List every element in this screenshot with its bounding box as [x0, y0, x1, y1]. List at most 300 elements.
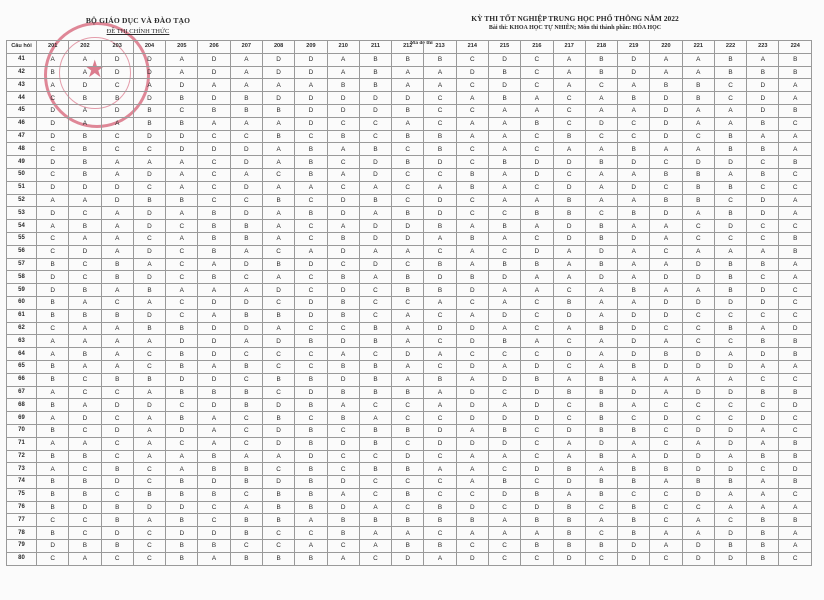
answer-cell: A [262, 207, 294, 220]
answer-cell: A [553, 245, 585, 258]
answer-cell: A [682, 514, 714, 527]
answer-cell: C [133, 348, 165, 361]
exam-code-header: 218 [585, 41, 617, 54]
answer-cell: B [133, 488, 165, 501]
answer-cell: D [133, 501, 165, 514]
answer-cell: A [101, 168, 133, 181]
answer-cell: B [166, 360, 198, 373]
answer-cell: C [779, 181, 812, 194]
answer-cell: A [779, 92, 812, 105]
answer-cell: B [198, 220, 230, 233]
answer-cell: D [714, 220, 746, 233]
answer-cell: B [747, 335, 779, 348]
answer-cell: B [262, 194, 294, 207]
answer-cell: C [521, 79, 553, 92]
answer-cell: A [327, 168, 359, 181]
answer-cell: A [424, 399, 456, 412]
answer-cell: B [37, 399, 69, 412]
answer-cell: D [456, 360, 488, 373]
answer-cell: C [521, 309, 553, 322]
answer-cell: D [37, 117, 69, 130]
answer-cell: D [230, 181, 262, 194]
question-number: 46 [7, 117, 37, 130]
answer-cell: B [424, 53, 456, 66]
answer-cell: C [359, 450, 391, 463]
answer-cell: C [295, 527, 327, 540]
answer-cell: A [327, 220, 359, 233]
answer-cell: C [69, 207, 101, 220]
answer-cell: B [714, 66, 746, 79]
answer-cell: C [650, 514, 682, 527]
answer-cell: C [521, 181, 553, 194]
answer-cell: C [133, 232, 165, 245]
answer-cell: A [747, 360, 779, 373]
answer-cell: B [682, 476, 714, 489]
answer-cell: A [198, 552, 230, 565]
answer-cell: C [747, 181, 779, 194]
answer-cell: D [714, 527, 746, 540]
answer-cell: C [521, 130, 553, 143]
table-row [7, 552, 812, 565]
answer-cell: C [682, 220, 714, 233]
answer-cell: B [295, 437, 327, 450]
question-number: 69 [7, 412, 37, 425]
answer-cell: D [262, 284, 294, 297]
answer-cell: A [521, 92, 553, 105]
answer-cell: B [327, 412, 359, 425]
answer-cell: D [37, 156, 69, 169]
answer-cell: A [779, 271, 812, 284]
answer-cell: D [488, 271, 520, 284]
answer-cell: A [166, 53, 198, 66]
answer-cell: A [714, 245, 746, 258]
answer-cell: B [585, 156, 617, 169]
answer-cell: A [166, 284, 198, 297]
answer-cell: C [69, 424, 101, 437]
exam-code-header: 216 [521, 41, 553, 54]
answer-cell: A [101, 220, 133, 233]
answer-cell: D [682, 296, 714, 309]
answer-cell: D [424, 207, 456, 220]
answer-cell: B [327, 514, 359, 527]
answer-cell: B [101, 258, 133, 271]
answer-cell: A [133, 258, 165, 271]
answer-cell: B [230, 463, 262, 476]
answer-cell: C [392, 194, 424, 207]
answer-cell: A [488, 527, 520, 540]
answer-cell: C [295, 194, 327, 207]
answer-cell: C [553, 335, 585, 348]
answer-cell: D [101, 53, 133, 66]
answer-cell: D [747, 348, 779, 361]
answer-cell: A [424, 463, 456, 476]
answer-cell: B [714, 322, 746, 335]
answer-cell: B [230, 476, 262, 489]
answer-cell: B [779, 104, 812, 117]
answer-cell: D [198, 296, 230, 309]
table-row [7, 399, 812, 412]
answer-cell: A [779, 527, 812, 540]
answer-cell: C [262, 296, 294, 309]
answer-cell: C [747, 271, 779, 284]
answer-cell: A [714, 168, 746, 181]
answer-cell: D [650, 271, 682, 284]
table-row [7, 245, 812, 258]
answer-cell: D [392, 450, 424, 463]
answer-cell: B [779, 245, 812, 258]
answer-cell: B [585, 66, 617, 79]
answer-cell: C [230, 194, 262, 207]
answer-cell: B [618, 284, 650, 297]
question-number: 54 [7, 220, 37, 233]
answer-cell: A [392, 360, 424, 373]
answer-cell: A [585, 143, 617, 156]
answer-cell: A [618, 437, 650, 450]
answer-cell: B [424, 514, 456, 527]
answer-cell: D [747, 284, 779, 297]
table-row [7, 373, 812, 386]
answer-cell: C [166, 309, 198, 322]
answer-cell: B [424, 501, 456, 514]
answer-cell: B [295, 424, 327, 437]
answer-cell: B [359, 143, 391, 156]
answer-cell: B [456, 168, 488, 181]
answer-cell: C [618, 130, 650, 143]
answer-cell: D [456, 399, 488, 412]
answer-cell: A [618, 104, 650, 117]
answer-cell: A [488, 284, 520, 297]
answer-cell: A [488, 181, 520, 194]
answer-cell: D [359, 92, 391, 105]
answer-cell: A [779, 79, 812, 92]
question-number: 71 [7, 437, 37, 450]
answer-cell: B [133, 373, 165, 386]
answer-cell: B [424, 143, 456, 156]
answer-cell: C [198, 514, 230, 527]
answer-cell: A [424, 232, 456, 245]
answer-cell: B [747, 540, 779, 553]
question-number: 78 [7, 527, 37, 540]
answer-cell: C [488, 463, 520, 476]
question-number: 56 [7, 245, 37, 258]
answer-cell: A [262, 232, 294, 245]
answer-cell: B [262, 412, 294, 425]
answer-cell: B [359, 335, 391, 348]
answer-cell: D [650, 130, 682, 143]
answer-cell: C [392, 296, 424, 309]
answer-cell: D [521, 501, 553, 514]
answer-cell: B [69, 92, 101, 105]
answer-cell: D [230, 296, 262, 309]
answer-cell: B [747, 552, 779, 565]
table-row [7, 168, 812, 181]
answer-cell: C [424, 245, 456, 258]
answer-cell: C [101, 488, 133, 501]
answer-cell: C [359, 488, 391, 501]
table-row [7, 92, 812, 105]
answer-cell: B [747, 143, 779, 156]
answer-cell: C [262, 463, 294, 476]
answer-cell: A [133, 424, 165, 437]
answer-cell: C [424, 412, 456, 425]
answer-cell: D [327, 92, 359, 105]
answer-cell: D [682, 552, 714, 565]
answer-cell: A [714, 117, 746, 130]
exam-title: KỲ THI TỐT NGHIỆP TRUNG HỌC PHỔ THÔNG NĂM 2022 [471, 14, 679, 23]
answer-cell: C [359, 309, 391, 322]
answer-cell: A [198, 309, 230, 322]
answer-cell: A [133, 437, 165, 450]
answer-cell: C [553, 412, 585, 425]
answer-cell: B [133, 322, 165, 335]
answer-cell: A [327, 488, 359, 501]
answer-cell: B [618, 463, 650, 476]
answer-cell: D [488, 412, 520, 425]
answer-cell: B [618, 514, 650, 527]
answer-cell: B [392, 514, 424, 527]
answer-cell: A [714, 348, 746, 361]
question-number: 76 [7, 501, 37, 514]
answer-cell: C [198, 156, 230, 169]
exam-code-header: 210 [327, 41, 359, 54]
table-row [7, 540, 812, 553]
answer-cell: B [747, 450, 779, 463]
answer-cell: A [456, 476, 488, 489]
answer-cell: B [359, 194, 391, 207]
answer-cell: D [747, 207, 779, 220]
answer-cell: A [650, 284, 682, 297]
answer-cell: B [714, 540, 746, 553]
answer-cell: B [779, 335, 812, 348]
answer-cell: A [198, 412, 230, 425]
answer-cell: C [682, 309, 714, 322]
answer-cell: A [101, 207, 133, 220]
answer-cell: D [682, 386, 714, 399]
answer-cell: B [166, 348, 198, 361]
answer-cell: A [650, 527, 682, 540]
answer-cell: A [456, 463, 488, 476]
answer-cell: A [392, 335, 424, 348]
answer-cell: C [133, 476, 165, 489]
answer-cell: D [682, 424, 714, 437]
answer-cell: B [618, 207, 650, 220]
answer-cell: D [37, 284, 69, 297]
answer-cell: B [618, 476, 650, 489]
answer-cell: A [714, 104, 746, 117]
answer-cell: C [69, 463, 101, 476]
answer-cell: A [230, 335, 262, 348]
question-number: 60 [7, 296, 37, 309]
answer-cell: C [424, 104, 456, 117]
answer-cell: D [133, 168, 165, 181]
answer-cell: D [262, 53, 294, 66]
answer-cell: A [69, 437, 101, 450]
answer-cell: B [553, 207, 585, 220]
exam-code-header: 219 [618, 41, 650, 54]
exam-code-header: 224 [779, 41, 812, 54]
answer-cell: C [198, 501, 230, 514]
answer-cell: A [101, 360, 133, 373]
answer-cell: C [295, 360, 327, 373]
answer-cell: C [262, 348, 294, 361]
answer-cell: B [359, 360, 391, 373]
answer-cell: A [618, 271, 650, 284]
answer-cell: D [618, 552, 650, 565]
answer-cell: D [714, 386, 746, 399]
answer-cell: A [424, 66, 456, 79]
answer-cell: D [521, 245, 553, 258]
answer-cell: C [456, 348, 488, 361]
answer-cell: B [488, 66, 520, 79]
table-row [7, 322, 812, 335]
table-row [7, 309, 812, 322]
answer-cell: B [327, 296, 359, 309]
answer-cell: C [456, 104, 488, 117]
answer-cell: C [295, 348, 327, 361]
answer-cell: D [295, 309, 327, 322]
answer-cell: B [488, 476, 520, 489]
answer-cell: B [37, 450, 69, 463]
answer-cell: B [166, 194, 198, 207]
answer-cell: A [682, 245, 714, 258]
answer-cell: B [198, 207, 230, 220]
answer-cell: A [682, 104, 714, 117]
answer-cell: C [521, 450, 553, 463]
answer-cell: D [682, 450, 714, 463]
answer-cell: D [166, 501, 198, 514]
answer-cell: B [585, 540, 617, 553]
answer-cell: C [585, 501, 617, 514]
answer-cell: C [359, 348, 391, 361]
answer-cell: B [101, 514, 133, 527]
answer-cell: C [585, 552, 617, 565]
answer-cell: D [69, 79, 101, 92]
answer-cell: A [553, 437, 585, 450]
answer-cell: C [521, 552, 553, 565]
answer-cell: B [650, 194, 682, 207]
answer-cell: A [521, 527, 553, 540]
answer-cell: A [69, 322, 101, 335]
answer-cell: B [585, 258, 617, 271]
answer-cell: D [553, 552, 585, 565]
answer-cell: A [230, 66, 262, 79]
answer-cell: D [456, 322, 488, 335]
answer-cell: B [198, 271, 230, 284]
answer-cell: D [553, 156, 585, 169]
answer-cell: A [714, 373, 746, 386]
answer-cell: D [553, 476, 585, 489]
answer-cell: B [230, 386, 262, 399]
answer-cell: D [37, 207, 69, 220]
answer-cell: D [230, 322, 262, 335]
answer-cell: B [101, 309, 133, 322]
answer-cell: C [101, 386, 133, 399]
answer-cell: A [650, 258, 682, 271]
answer-cell: B [747, 66, 779, 79]
question-number: 58 [7, 271, 37, 284]
answer-cell: C [488, 245, 520, 258]
answer-cell: C [69, 386, 101, 399]
answer-cell: C [488, 552, 520, 565]
answer-cell: B [133, 284, 165, 297]
answer-cell: A [682, 207, 714, 220]
answer-cell: A [230, 450, 262, 463]
answer-cell: B [327, 527, 359, 540]
answer-cell: D [650, 92, 682, 105]
answer-cell: D [37, 104, 69, 117]
answer-cell: C [488, 501, 520, 514]
answer-cell: C [650, 399, 682, 412]
question-number: 50 [7, 168, 37, 181]
answer-cell: C [69, 373, 101, 386]
answer-cell: A [650, 143, 682, 156]
answer-cell: C [521, 348, 553, 361]
answer-cell: B [262, 104, 294, 117]
answer-cell: A [133, 386, 165, 399]
table-row [7, 194, 812, 207]
answer-cell: C [456, 207, 488, 220]
answer-cell: C [456, 296, 488, 309]
answer-cell: D [521, 360, 553, 373]
answer-cell: B [392, 488, 424, 501]
answer-cell: A [262, 322, 294, 335]
answer-cell: A [230, 245, 262, 258]
answer-cell: A [650, 335, 682, 348]
answer-cell: C [392, 399, 424, 412]
answer-cell: A [198, 117, 230, 130]
answer-cell: C [424, 168, 456, 181]
answer-cell: C [230, 424, 262, 437]
answer-cell: D [585, 245, 617, 258]
answer-cell: C [230, 130, 262, 143]
answer-cell: B [553, 130, 585, 143]
answer-cell: D [198, 399, 230, 412]
answer-cell: A [295, 540, 327, 553]
answer-cell: D [521, 463, 553, 476]
answer-cell: C [295, 322, 327, 335]
answer-cell: D [682, 348, 714, 361]
answer-cell: A [327, 143, 359, 156]
answer-cell: B [392, 463, 424, 476]
answer-cell: D [166, 143, 198, 156]
answer-cell: B [37, 258, 69, 271]
answer-cell: C [101, 143, 133, 156]
answer-cell: B [166, 386, 198, 399]
answer-cell: C [424, 476, 456, 489]
answer-cell: B [359, 53, 391, 66]
answer-cell: D [295, 258, 327, 271]
question-number: 41 [7, 53, 37, 66]
answer-cell: C [133, 463, 165, 476]
exam-subject: Bài thi: KHOA HỌC TỰ NHIÊN; Môn thi thành phần: HÓA HỌC [488, 25, 662, 31]
answer-cell: A [650, 66, 682, 79]
answer-cell: C [779, 412, 812, 425]
answer-cell: A [488, 117, 520, 130]
question-number: 79 [7, 540, 37, 553]
answer-cell: B [69, 130, 101, 143]
table-row [7, 79, 812, 92]
table-row [7, 476, 812, 489]
answer-cell: A [262, 181, 294, 194]
answer-cell: B [456, 232, 488, 245]
answer-cell: D [101, 104, 133, 117]
answer-cell: A [456, 450, 488, 463]
answer-cell: A [101, 117, 133, 130]
answer-cell: D [682, 488, 714, 501]
answer-cell: D [682, 156, 714, 169]
answer-cell: B [779, 66, 812, 79]
answer-cell: D [392, 92, 424, 105]
